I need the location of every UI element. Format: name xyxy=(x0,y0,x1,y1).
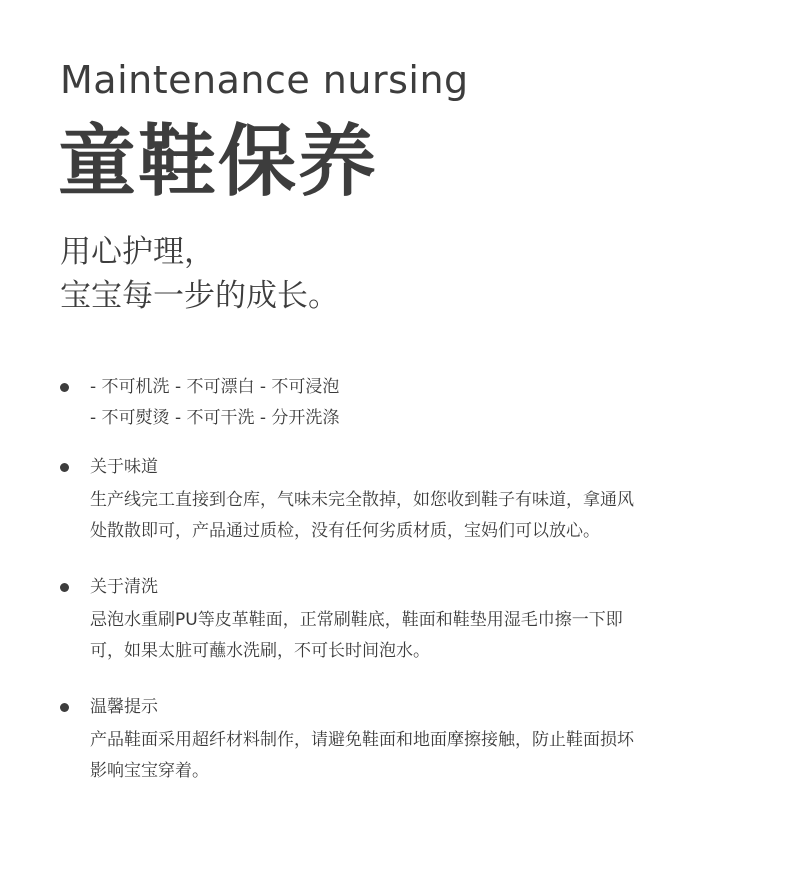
tips-text-line-2: 影响宝宝穿着。 xyxy=(90,761,209,781)
smell-heading: 关于味道 xyxy=(90,457,158,477)
bullet-icon xyxy=(60,463,69,472)
bullet-icon xyxy=(60,383,69,392)
bullet-icon xyxy=(60,703,69,712)
care-rules-body xyxy=(90,372,730,434)
cleaning-section-body xyxy=(90,572,730,667)
bullet-icon xyxy=(60,583,69,592)
smell-text-line-2: 处散散即可，产品通过质检，没有任何劣质材质，宝妈们可以放心。 xyxy=(90,521,600,541)
tips-heading: 温馨提示 xyxy=(90,697,158,717)
tips-text-line-1: 产品鞋面采用超纤材料制作，请避免鞋面和地面摩擦接触，防止鞋面损坏 xyxy=(90,730,634,750)
subtitle-line-1: 用心护理， xyxy=(60,234,215,270)
page-title-english: Maintenance nursing xyxy=(60,58,469,102)
tips-section-body xyxy=(90,692,730,787)
care-rules-line-1: - 不可机洗 - 不可漂白 - 不可浸泡 xyxy=(90,377,340,397)
cleaning-text-line-2: 可，如果太脏可蘸水洗刷，不可长时间泡水。 xyxy=(90,641,430,661)
smell-section-body xyxy=(90,452,730,547)
cleaning-heading: 关于清洗 xyxy=(90,577,158,597)
subtitle xyxy=(60,230,339,318)
page-title-chinese: 童鞋保养 xyxy=(58,117,379,207)
cleaning-text-line-1: 忌泡水重刷PU等皮革鞋面，正常刷鞋底，鞋面和鞋垫用湿毛巾擦一下即 xyxy=(90,610,623,630)
subtitle-line-2: 宝宝每一步的成长。 xyxy=(60,278,339,314)
care-rules-line-2: - 不可熨烫 - 不可干洗 - 分开洗涤 xyxy=(90,408,340,428)
smell-text-line-1: 生产线完工直接到仓库，气味未完全散掉，如您收到鞋子有味道，拿通风 xyxy=(90,490,634,510)
